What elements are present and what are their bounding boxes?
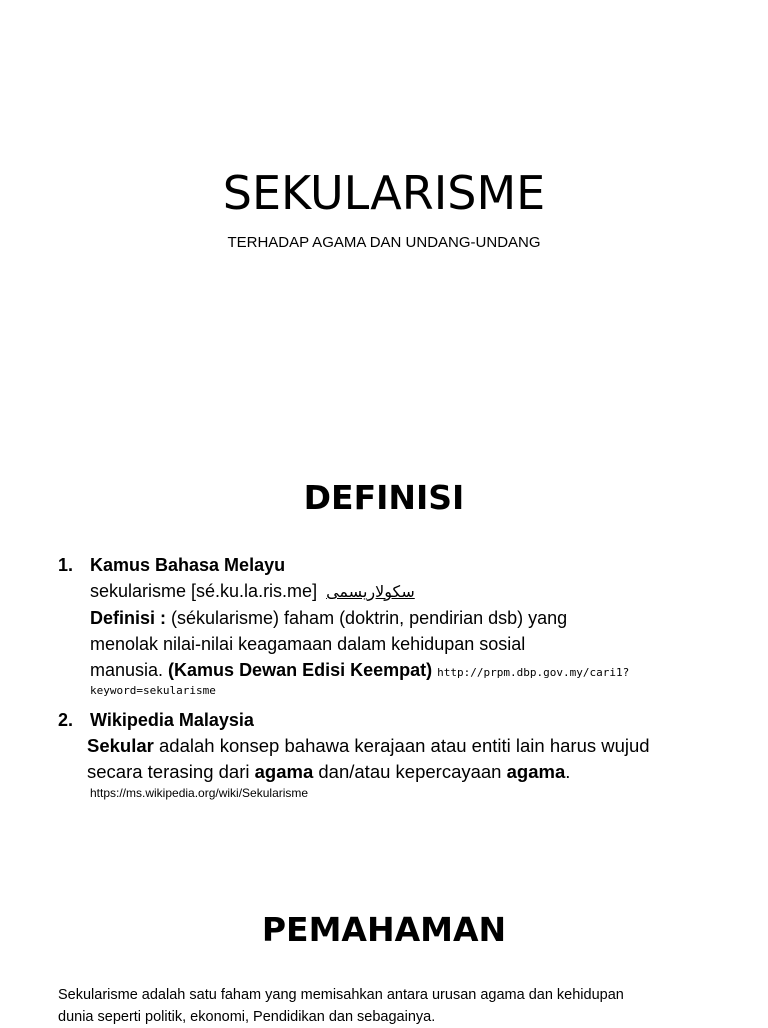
wikipedia-url-link[interactable]: https://ms.wikipedia.org/wiki/Sekularisme	[90, 786, 309, 800]
definition-text-end: manusia.	[90, 660, 169, 680]
paragraph-line-2: dunia seperti politik, ekonomi, Pendidikan dan sebagainya.	[58, 1009, 436, 1025]
term-agama: agama	[506, 761, 566, 782]
slide-title: SEKULARISME	[222, 166, 546, 220]
term-agama: agama	[254, 761, 314, 782]
definition-label: Definisi :	[90, 608, 167, 628]
dictionary-entry: sekularisme [sé.ku.la.ris.me]	[90, 581, 318, 601]
slide-subtitle: TERHADAP AGAMA DAN UNDANG-UNDANG	[227, 234, 541, 251]
definition-line-continued: menolak nilai-nilai keagamaan dalam kehidupan sosial	[90, 634, 526, 654]
paragraph-line-1: Sekularisme adalah satu faham yang memisahkan antara urusan agama dan kehidupan	[58, 987, 624, 1003]
definisi-heading: DEFINISI	[303, 478, 465, 517]
title-slide	[0, 0, 768, 432]
jawi-spelling: سکولاريسمى	[326, 582, 415, 601]
definition-item-wikipedia	[58, 707, 718, 801]
pemahaman-heading: PEMAHAMAN	[261, 910, 507, 949]
item-heading: Wikipedia Malaysia	[90, 710, 254, 730]
pemahaman-slide	[0, 864, 768, 1024]
definition-item-kamus	[58, 552, 718, 699]
wikipedia-line-2	[87, 759, 718, 785]
dictionary-entry-line	[90, 578, 718, 605]
item-heading: Kamus Bahasa Melayu	[90, 555, 286, 575]
wikipedia-definition	[87, 733, 718, 785]
wikipedia-text: adalah konsep bahawa kerajaan atau entiti lain harus wujud	[153, 735, 650, 756]
definition-list	[58, 552, 718, 801]
wikipedia-text: dan/atau kepercayaan	[313, 761, 507, 782]
definisi-slide	[0, 432, 768, 864]
source-url-link[interactable]: http://prpm.dbp.gov.my/cari1?	[437, 666, 630, 679]
item-number: 1.	[58, 555, 74, 575]
wikipedia-line-1	[87, 733, 718, 759]
definition-text: (sékularisme) faham (doktrin, pendirian dsb) yang	[166, 608, 568, 628]
item-number: 2.	[58, 710, 74, 730]
wikipedia-text: .	[565, 761, 571, 782]
source-url-link-continued[interactable]: keyword=sekularisme	[90, 684, 216, 697]
pemahaman-paragraph	[58, 984, 718, 1028]
source-citation: (Kamus Dewan Edisi Keempat)	[168, 660, 433, 680]
definition-source-line	[90, 657, 718, 683]
definition-line	[90, 605, 718, 631]
term-sekular: Sekular	[87, 735, 154, 756]
wikipedia-text: secara terasing dari	[87, 761, 255, 782]
